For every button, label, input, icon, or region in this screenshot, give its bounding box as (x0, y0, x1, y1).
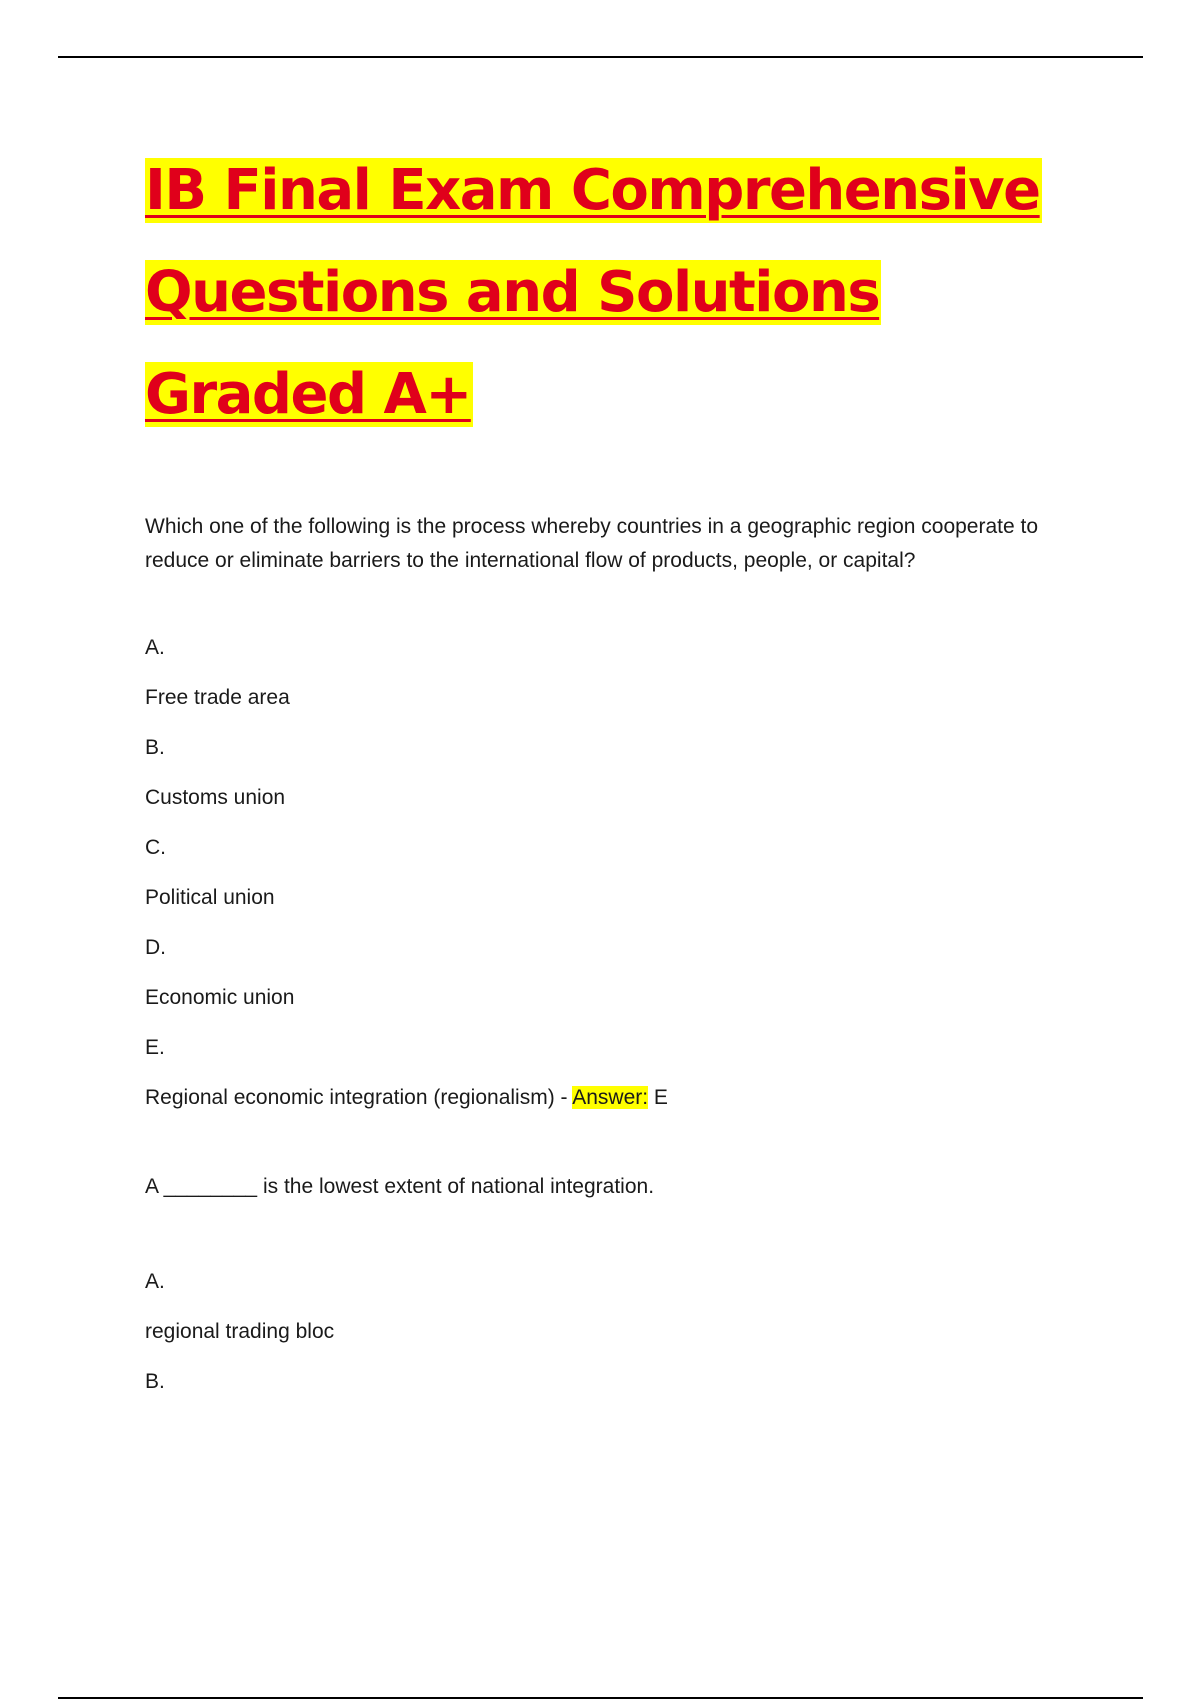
footer-rule (58, 1697, 1143, 1699)
option-text: Political union (145, 886, 275, 909)
title-line-1: IB Final Exam Comprehensive (145, 158, 1040, 223)
answer-label: Answer: (572, 1086, 649, 1109)
option-letter: B. (145, 1370, 165, 1393)
document-body (145, 140, 1085, 1418)
question-2-prompt: A ________ is the lowest extent of national integration. (145, 1175, 655, 1198)
answer-value: E (648, 1086, 668, 1109)
option-text: Economic union (145, 986, 295, 1009)
option-text: Regional economic integration (regionalism) - (145, 1086, 573, 1109)
option-letter: C. (145, 836, 166, 859)
header-rule (58, 56, 1143, 58)
title-line-2: Questions and Solutions (145, 260, 880, 325)
option-text: regional trading bloc (145, 1320, 335, 1343)
question-2-options (145, 1268, 1085, 1396)
option-letter: A. (145, 636, 165, 659)
question-1-options (145, 634, 1085, 1112)
document-title (145, 140, 1085, 446)
option-letter: D. (145, 936, 166, 959)
question-1-answer-line (145, 1084, 1085, 1112)
option-letter: E. (145, 1036, 165, 1059)
question-1-prompt: Which one of the following is the process whereby countries in a geographic region cooperate to reduce or eliminate barriers to the international flow of products, people, or capital? (145, 515, 1039, 572)
option-letter: B. (145, 736, 165, 759)
title-line-3: Graded A+ (145, 362, 471, 427)
option-letter: A. (145, 1270, 165, 1293)
option-text: Free trade area (145, 686, 290, 709)
option-text: Customs union (145, 786, 286, 809)
